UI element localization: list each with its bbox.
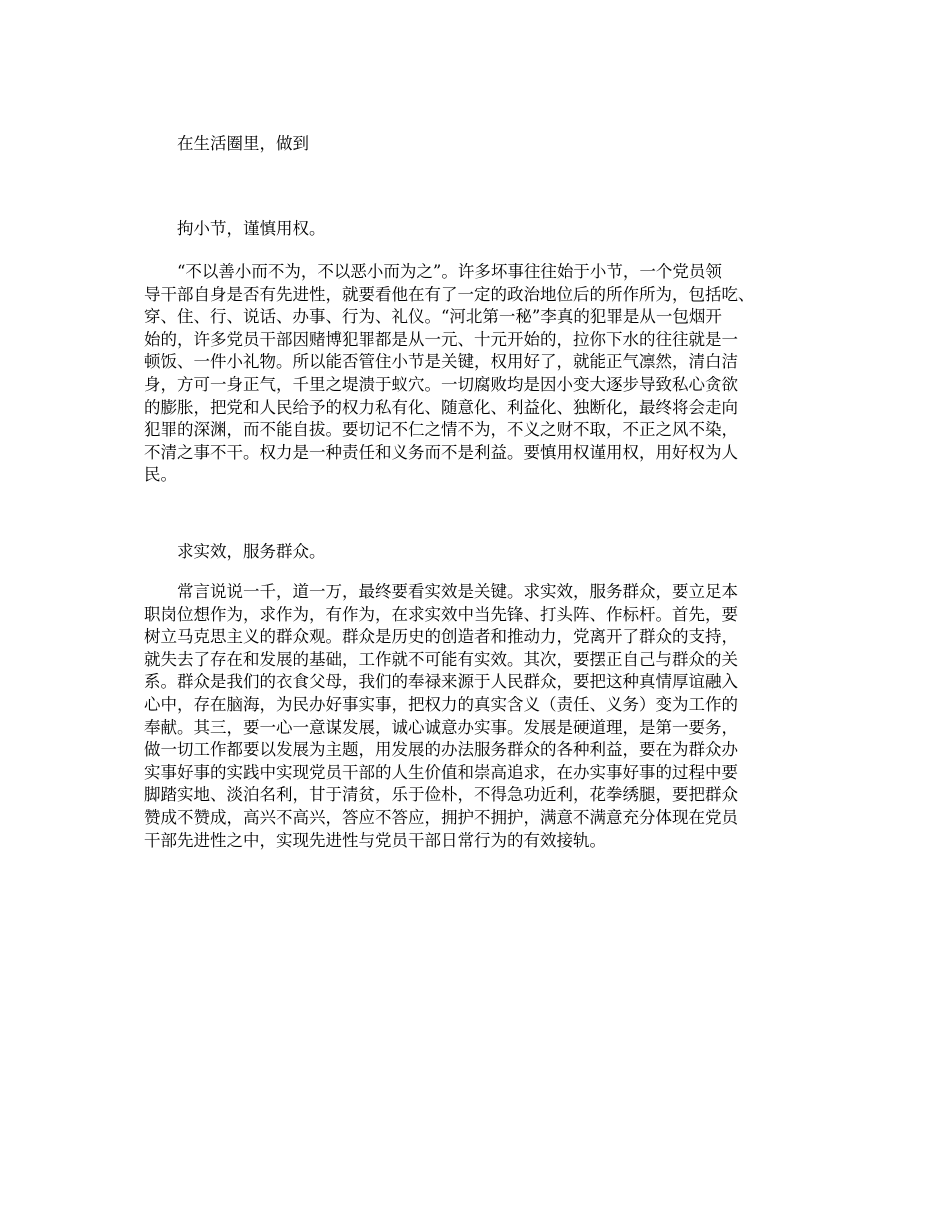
paragraph-line: 奉献。其三，要一心一意谋发展，诚心诚意办实事。发展是硬道理，是第一要务， [144,717,738,737]
paragraph-line: 树立马克思主义的群众观。群众是历史的创造者和推动力，党离开了群众的支持， [144,627,738,647]
paragraph-line: 身，方可一身正气，千里之堤溃于蚁穴。一切腐败均是因小变大逐步导致私心贪欲 [144,374,738,394]
section-heading-small-matters: 拘小节，谨慎用权。 [177,219,326,238]
paragraph-line: 导干部自身是否有先进性，就要看他在有了一定的政治地位后的所作所为，包括吃、 [144,284,755,304]
section-heading-life-circle: 在生活圈里，做到 [177,134,309,153]
paragraph-line: 脚踏实地、淡泊名利，甘于清贫，乐于俭朴，不得急功近利，花拳绣腿，要把群众 [144,785,738,805]
paragraph-line: 实事好事的实践中实现党员干部的人生价值和崇高追求，在办实事好事的过程中要 [144,762,738,782]
paragraph-line: 做一切工作都要以发展为主题，用发展的办法服务群众的各种利益，要在为群众办 [144,740,738,760]
paragraph-small-matters [144,261,824,487]
paragraph-line: 干部先进性之中，实现先进性与党员干部日常行为的有效接轨。 [144,830,606,850]
paragraph-practical-results [144,581,824,852]
paragraph-line: 民。 [144,465,177,485]
paragraph-line: 赞成不赞成，高兴不高兴，答应不答应，拥护不拥护，满意不满意充分体现在党员 [144,807,738,827]
paragraph-line: 穿、住、行、说话、办事、行为、礼仪。“河北第一秘”李真的犯罪是从一包烟开 [144,307,722,327]
paragraph-line: 的膨胀，把党和人民给予的权力私有化、随意化、利益化、独断化，最终将会走向 [144,397,738,417]
paragraph-line: 就失去了存在和发展的基础，工作就不可能有实效。其次，要摆正自己与群众的关 [144,649,738,669]
paragraph-line: 职岗位想作为，求作为，有作为，在求实效中当先锋、打头阵、作标杆。首先，要 [144,604,738,624]
paragraph-line: 始的，许多党员干部因赌博犯罪都是从一元、十元开始的，拉你下水的往往就是一 [144,329,738,349]
paragraph-line: 心中，存在脑海，为民办好事实事，把权力的真实含义（责任、义务）变为工作的 [144,694,738,714]
paragraph-line: 不清之事不干。权力是一种责任和义务而不是利益。要慎用权谨用权，用好权为人 [144,442,738,462]
paragraph-line: “不以善小而不为，不以恶小而为之”。许多坏事往往始于小节，一个党员领 [177,262,722,281]
paragraph-line: 系。群众是我们的衣食父母，我们的奉禄来源于人民群众，要把这种真情厚谊融入 [144,672,738,692]
section-heading-practical-results: 求实效，服务群众。 [177,542,326,561]
paragraph-line: 犯罪的深渊，而不能自拔。要切记不仁之情不为，不义之财不取，不正之风不染， [144,420,738,440]
paragraph-line: 常言说说一千，道一万，最终要看实效是关键。求实效，服务群众，要立足本 [177,582,738,601]
paragraph-line: 顿饭、一件小礼物。所以能否管住小节是关键，权用好了，就能正气凛然，清白洁 [144,352,738,372]
